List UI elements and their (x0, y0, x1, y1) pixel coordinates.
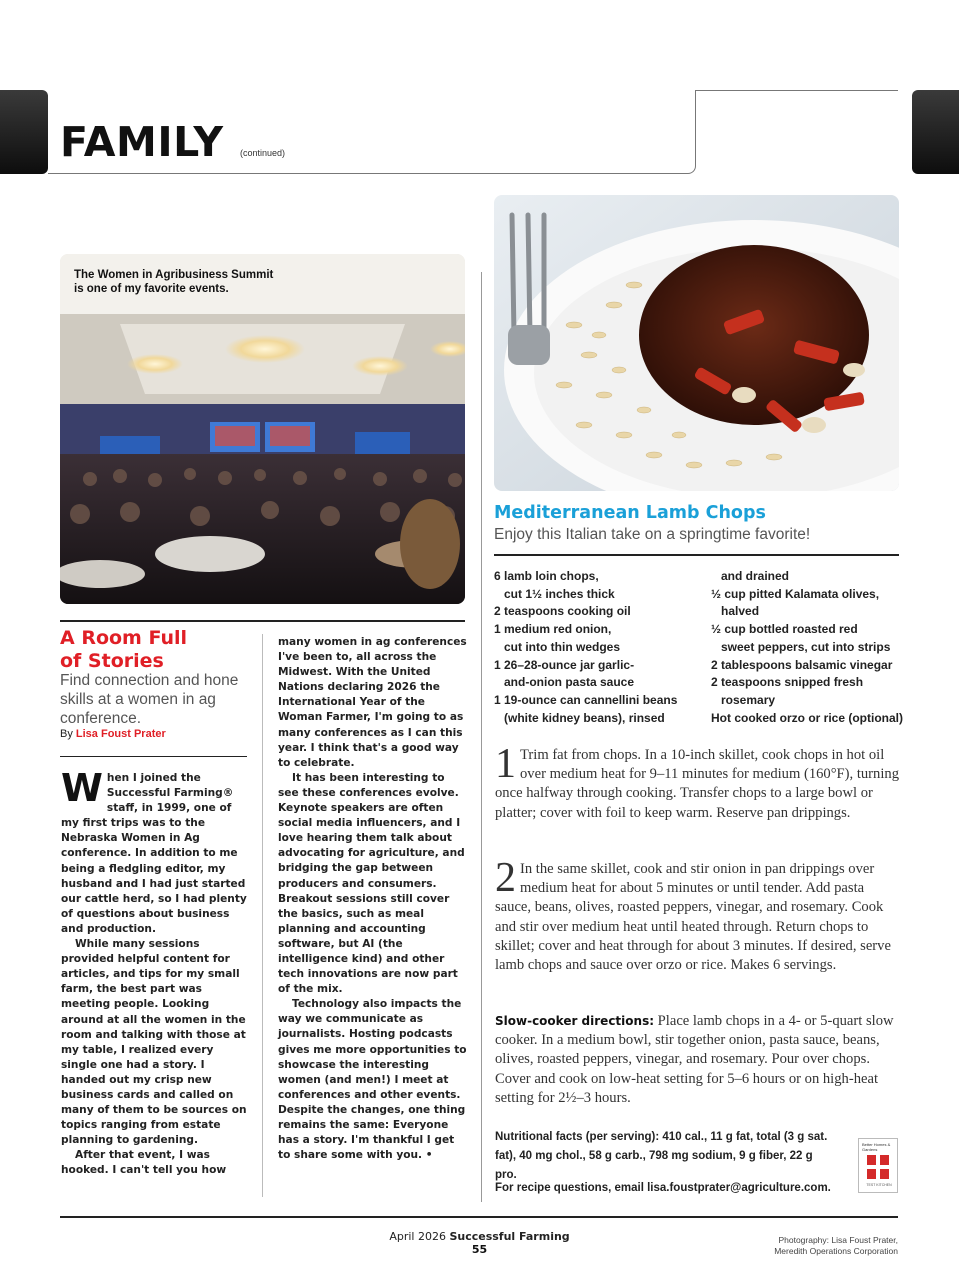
test-kitchen-badge (858, 1138, 898, 1193)
section-continued: (continued) (240, 148, 286, 158)
ingredient-line: 2 tablespoons balsamic vinegar (711, 657, 893, 672)
photo-credit-line: Photography: Lisa Foust Prater, (778, 1235, 898, 1245)
article-column-2 (278, 635, 468, 1163)
ingredient-line: 1 medium red onion, (494, 622, 612, 637)
ingredient-line: rosemary (711, 692, 776, 707)
page-number: 55 (471, 1243, 488, 1256)
recipe-email: For recipe questions, email lisa.foustprater@agriculture.com. (495, 1182, 831, 1194)
ingredient-line: 2 teaspoons cooking oil (494, 604, 631, 619)
recipe-step-2 (495, 855, 900, 975)
article-dek: Find connection and hone skills at a women in ag conference. (60, 672, 239, 727)
ingredient-line: halved (711, 604, 760, 619)
ingredient-line: ½ cup pitted Kalamata olives, (711, 586, 880, 601)
ingredient-line: ½ cup bottled roasted red (711, 622, 858, 637)
ingredients-left (494, 568, 704, 727)
section-title: FAMILY (60, 118, 224, 166)
photo-credit (774, 1235, 898, 1257)
drop-cap: W (61, 766, 103, 810)
slow-cooker-text: Place lamb chops in a 4- or 5-quart slow cooker. In a medium bowl, stir together onion, pasta sauce, beans, olives, roasted peppers, vinegar, and rosemary. Pour over chops. Cover and cook on low-heat setting for 5–6 hours or on high-heat setting for 2½–3 hours. (495, 1013, 894, 1106)
author-name: Lisa Foust Prater (75, 728, 166, 740)
step-text: In the same skillet, cook and stir onion in pan drippings over medium heat for about 5 minutes or until tender. Add pasta sauce, beans, olives, roasted peppers, vinegar, and rosemary. Cook and stir over medium heat until heated through. Return chops to skillet; cover and heat through for about 3 minutes. If desired, serve lamb chops and sauce over orzo or rice. Makes 6 servings. (495, 861, 891, 974)
byline-by: By (60, 728, 73, 740)
ingredient-line: and-onion pasta sauce (494, 675, 635, 690)
recipe-step-1 (495, 741, 900, 823)
photo-caption: The Women in Agribusiness Summit is one of my favorite events. (74, 269, 274, 295)
nutrition-facts: Nutritional facts (per serving): 410 cal., 11 g fat, total (3 g sat. fat), 40 mg chol., 58 g carb., 798 mg sodium, 9 g fiber, 22 g pro. (495, 1131, 828, 1181)
article-paragraph: After that event, I was hooked. I can't tell you how (61, 1149, 227, 1177)
slow-cooker-label: Slow-cooker directions: (495, 1014, 655, 1028)
conference-photo (60, 254, 465, 604)
ingredient-line: 1 26–28-ounce jar garlic- (494, 657, 635, 672)
photo-credit-line: Meredith Operations Corporation (774, 1246, 898, 1256)
ingredient-line: 1 19-ounce can cannellini beans (494, 692, 678, 707)
slow-cooker-directions (495, 1012, 900, 1108)
issue-date: April 2026 (389, 1230, 446, 1243)
badge-brand: Better Homes & Gardens (862, 1142, 891, 1152)
article-top-rule (60, 620, 465, 622)
ingredients-right (711, 568, 904, 727)
footer-rule (60, 1216, 898, 1218)
article-paragraph: many women in ag conferences I've been to, all across the Midwest. With the United Nations declaring 2026 the International Year of the Woman Farmer, I'm going to as many conferences as I can this year. I think that's a good way to celebrate. (278, 636, 467, 769)
ingredient-line: cut 1½ inches thick (494, 586, 615, 601)
section-tab-right (912, 90, 959, 174)
step-text: Trim fat from chops. In a 10-inch skillet, cook chops in hot oil over medium heat for 9–11 minutes for medium (160°F), turning once halfway through cooking. Transfer chops to a large bowl or platter; cover with foil to keep warm. Reserve pan drippings. (495, 747, 899, 821)
header-rule (696, 90, 898, 91)
article-column-1 (61, 766, 251, 1179)
article-title: A Room Full of Stories (60, 627, 188, 672)
article-paragraph: While many sessions provided helpful content for articles, and tips for my small farm, the best part was meeting people. Looking around at all the women in the room and talking with those at my table, I realized every single one had a story. I handed out my crisp new business cards and called on many of them to be sources on topics ranging from estate planning to gardening. (61, 938, 247, 1147)
ingredient-line: cut into thin wedges (494, 639, 620, 654)
lamb-chops-image (494, 195, 899, 491)
recipe-rule (494, 554, 899, 556)
badge-label: TEST KITCHEN (866, 1183, 892, 1187)
step-number: 1 (495, 741, 516, 787)
article-paragraph: When I joined the Successful Farming® staff, in 1999, one of my first trips was to the Nebraska Women in Ag conference. In addition to me being a fledgling editor, my husband and I had just started our cattle herd, so I had plenty of questions about business and production. (61, 766, 247, 935)
column-divider (481, 272, 482, 1202)
article-paragraph: It has been interesting to see these conferences evolve. Keynote speakers are often social media influencers, and I love hearing them talk about advocating for agriculture, and bridging the gap between producers and consumers. Breakout sessions still cover the basics, such as meal planning and accounting software, but AI (the intelligence kind) and other tech innovations are now part of the mix. (278, 771, 465, 996)
recipe-dek: Enjoy this Italian take on a springtime favorite! (494, 526, 811, 543)
section-tab-left (0, 90, 48, 174)
ingredient-line: and drained (711, 569, 790, 583)
ingredient-line: 2 teaspoons snipped fresh (711, 675, 864, 690)
recipe-photo (494, 195, 899, 491)
ingredient-line: 6 lamb loin chops, (494, 569, 599, 583)
ingredient-line: sweet peppers, cut into strips (711, 639, 891, 654)
recipe-title: Mediterranean Lamb Chops (494, 503, 766, 523)
article-column-divider (262, 634, 263, 1197)
magazine-name: Successful Farming (449, 1230, 570, 1243)
step-number: 2 (495, 855, 516, 901)
article-paragraph: Technology also impacts the way we communicate as journalists. Hosting podcasts gives me more opportunities to showcase the interesting women (and men!) I meet at conferences and other events. Despite the changes, one thing remains the same: Everyone has a story. I'm thankful I get to share some with you. • (278, 998, 467, 1162)
ingredient-line: (white kidney beans), rinsed (494, 710, 665, 725)
test-kitchen-icon (867, 1155, 889, 1179)
byline-rule (60, 756, 247, 757)
ingredient-line: Hot cooked orzo or rice (optional) (711, 710, 904, 725)
byline (60, 728, 166, 740)
conference-hall-image (60, 254, 465, 604)
